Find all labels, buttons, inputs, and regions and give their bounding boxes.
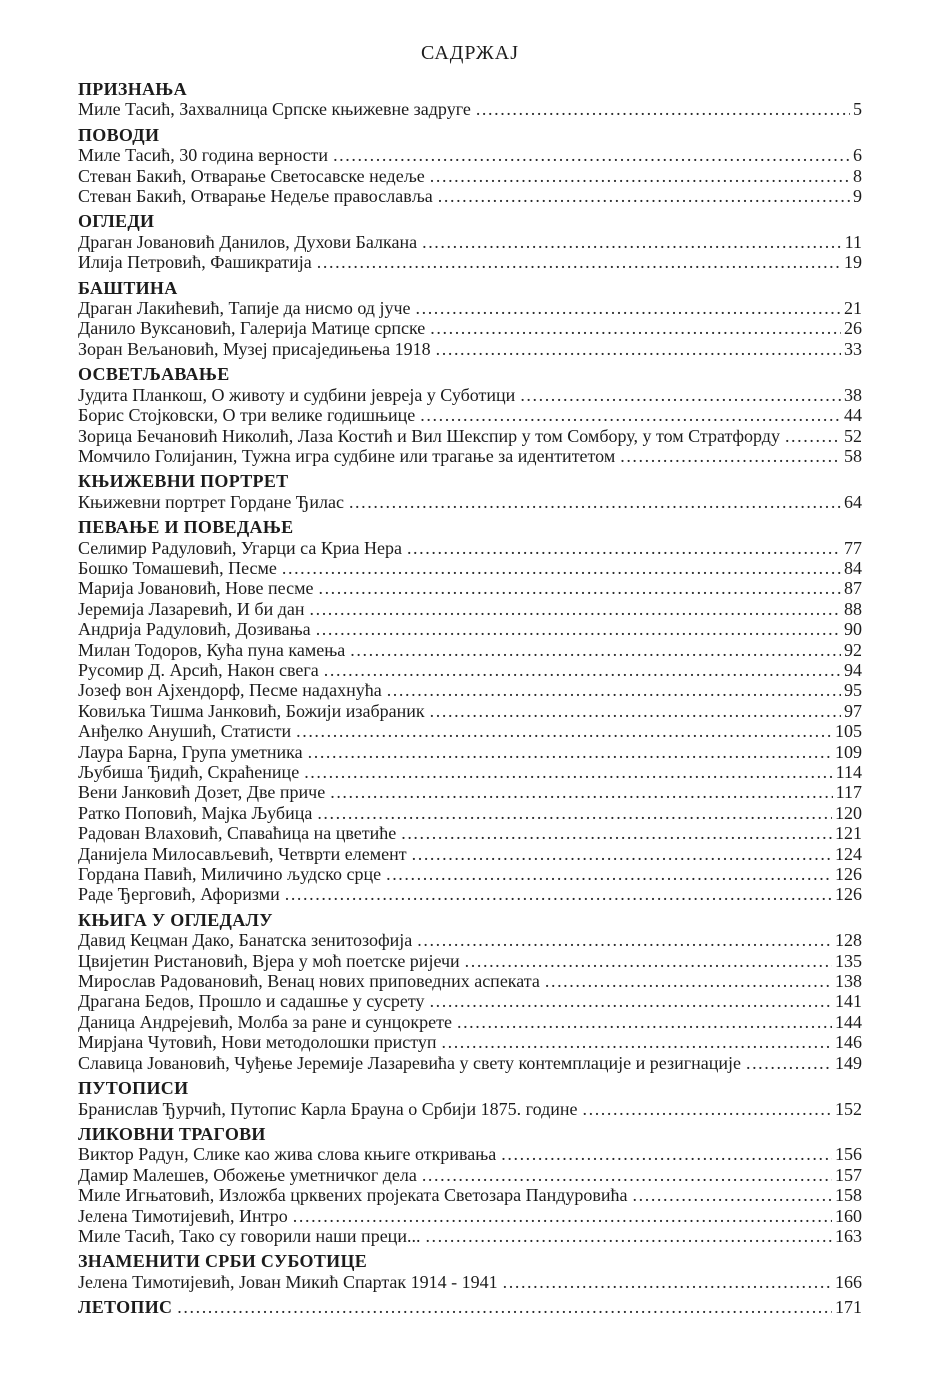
- entry-title: Драган Јовановић Данилов, Духови Балкана: [78, 231, 418, 252]
- entry-page-number: 120: [835, 802, 862, 823]
- entry-title: Стеван Бакић, Отварање Светосавске недеље: [78, 165, 425, 186]
- toc-entry: [78, 680, 862, 700]
- dot-leader: [476, 99, 850, 119]
- toc-entry: [78, 99, 862, 119]
- entry-title: Миле Игњатовић, Изложба црквених пројеката Светозара Пандуровића: [78, 1185, 628, 1206]
- toc-entry: [78, 844, 862, 864]
- section-entries: [78, 232, 862, 273]
- dot-leader: [430, 701, 841, 721]
- dot-leader: [317, 252, 841, 272]
- toc-entry: [78, 1185, 862, 1205]
- section-heading: ОГЛЕДИ: [78, 211, 155, 232]
- entry-page-number: 135: [835, 950, 862, 971]
- toc-section: [78, 364, 862, 466]
- toc-entry: [78, 1032, 862, 1052]
- entry-title: Мирослав Радовановић, Венац нових приповедних аспеката: [78, 971, 540, 992]
- entry-title: Радован Влаховић, Спаваћица на цветиће: [78, 823, 397, 844]
- entry-page-number: 58: [844, 445, 862, 466]
- dot-leader: [633, 1185, 832, 1205]
- toc-entry: [78, 951, 862, 971]
- entry-page-number: 94: [844, 659, 862, 680]
- section-heading-row: [78, 471, 862, 491]
- dot-leader: [330, 782, 832, 802]
- entry-title: Драган Лакићевић, Тапије да нисмо од јуче: [78, 298, 411, 319]
- section-heading-row: [78, 1078, 862, 1098]
- section-entries: [78, 1144, 862, 1246]
- dot-leader: [420, 405, 841, 425]
- entry-title: Гордана Павић, Миличино људско срце: [78, 864, 382, 885]
- entry-title: Русомир Д. Арсић, Након свега: [78, 659, 319, 680]
- dot-leader: [386, 864, 832, 884]
- dot-leader: [349, 492, 841, 512]
- entry-page-number: 157: [835, 1164, 862, 1185]
- toc-entry: [78, 339, 862, 359]
- section-entries: [78, 492, 862, 512]
- entry-title: Даница Андрејевић, Молба за ране и сунцокрете: [78, 1011, 452, 1032]
- section-heading-row: [78, 79, 862, 99]
- entry-page-number: 88: [844, 598, 862, 619]
- dot-leader: [425, 1226, 832, 1246]
- entry-title: Момчило Голијанин, Тужна игра судбине или трагање за идентитетом: [78, 445, 616, 466]
- section-heading-row: [78, 278, 862, 298]
- entry-page-number: 146: [835, 1032, 862, 1053]
- toc-entry: [78, 864, 862, 884]
- entry-title: Виктор Радун, Слике као жива слова књиге откривања: [78, 1144, 497, 1165]
- section-heading-row: [78, 1124, 862, 1144]
- dot-leader: [407, 538, 841, 558]
- entry-page-number: 163: [835, 1225, 862, 1246]
- toc-entry: [78, 145, 862, 165]
- toc-entry: [78, 1053, 862, 1073]
- dot-leader: [316, 619, 841, 639]
- entry-title: Данило Вуксановић, Галерија Матице српске: [78, 318, 426, 339]
- entry-page-number: 166: [835, 1271, 862, 1292]
- entry-page-number: 156: [835, 1144, 862, 1165]
- dot-leader: [501, 1144, 832, 1164]
- toc-entry: [78, 619, 862, 639]
- entry-page-number: 128: [835, 930, 862, 951]
- toc-section: [78, 211, 862, 272]
- entry-title: Славица Јовановић, Чуђење Јеремије Лазаревића у свету контемплације и резигнације: [78, 1052, 741, 1073]
- entry-title: Анђелко Анушић, Статисти: [78, 721, 292, 742]
- entry-title: Дамир Малешев, Обожење уметничког дела: [78, 1164, 417, 1185]
- entry-title: Ратко Поповић, Мајка Љубица: [78, 802, 313, 823]
- dot-leader: [308, 742, 832, 762]
- toc-section: [78, 910, 862, 1073]
- toc-entry: [78, 721, 862, 741]
- toc-section: [78, 125, 862, 207]
- section-heading: ПРИЗНАЊА: [78, 79, 187, 99]
- toc-entry: [78, 1226, 862, 1246]
- entry-page-number: 77: [844, 537, 862, 558]
- section-heading-row: [78, 1251, 862, 1271]
- toc-entry: [78, 660, 862, 680]
- entry-page-number: 8: [853, 165, 862, 186]
- toc-entry: [78, 492, 862, 512]
- entry-title: Данијела Милосављевић, Четврти елемент: [78, 843, 407, 864]
- toc-section: [78, 1297, 862, 1317]
- toc-entry: [78, 1099, 862, 1119]
- dot-leader: [177, 1297, 832, 1317]
- toc-entry: [78, 971, 862, 991]
- section-heading: БАШТИНА: [78, 277, 178, 298]
- entry-page-number: 141: [835, 991, 862, 1012]
- toc-entry: [78, 1165, 862, 1185]
- entry-title: Јудита Планкош, О животу и судбини јевреја у Суботици: [78, 384, 516, 405]
- entry-title: Вени Јанковић Дозет, Две приче: [78, 782, 326, 803]
- toc-section: [78, 1124, 862, 1246]
- entry-page-number: 52: [844, 425, 862, 446]
- toc-entry: [78, 232, 862, 252]
- toc-entry: [78, 558, 862, 578]
- section-heading-row: [78, 1297, 862, 1317]
- toc-entry: [78, 166, 862, 186]
- dot-leader: [503, 1272, 832, 1292]
- entry-page-number: 138: [835, 971, 862, 992]
- entry-page-number: 19: [844, 252, 862, 273]
- toc-entry: [78, 1206, 862, 1226]
- toc-entry: [78, 426, 862, 446]
- page-title: САДРЖАЈ: [421, 42, 519, 64]
- toc-entry: [78, 385, 862, 405]
- entry-title: Јозеф вон Ајхендорф, Песме надахнућа: [78, 680, 382, 701]
- dot-leader: [746, 1053, 832, 1073]
- entry-title: Миле Тасић, 30 година верности: [78, 145, 329, 166]
- entry-page-number: 158: [835, 1185, 862, 1206]
- dot-leader: [350, 640, 841, 660]
- dot-leader: [438, 186, 850, 206]
- entry-title: Стеван Бакић, Отварање Недеље православља: [78, 186, 433, 207]
- entry-title: Цвијетин Ристановић, Вјера у моћ поетске ријечи: [78, 950, 460, 971]
- section-heading: КЊИГА У ОГЛЕДАЛУ: [78, 909, 273, 930]
- entry-page-number: 92: [844, 639, 862, 660]
- section-entries: [78, 538, 862, 905]
- toc-section: [78, 517, 862, 905]
- entry-page-number: 97: [844, 700, 862, 721]
- entry-page-number: 11: [844, 231, 862, 252]
- section-heading: ЛИКОВНИ ТРАГОВИ: [78, 1123, 266, 1144]
- dot-leader: [296, 721, 832, 741]
- entry-page-number: 121: [835, 823, 862, 844]
- entry-page-number: 26: [844, 318, 862, 339]
- entry-title: Марија Јовановић, Нове песме: [78, 578, 314, 599]
- dot-leader: [520, 385, 841, 405]
- toc-entry: [78, 930, 862, 950]
- entry-title: Миле Тасић, Захвалница Српске књижевне задруге: [78, 99, 471, 120]
- entry-page-number: 6: [853, 145, 862, 166]
- entry-page-number: 9: [853, 186, 862, 207]
- dot-leader: [293, 1206, 832, 1226]
- section-heading-row: [78, 517, 862, 537]
- dot-leader: [457, 1012, 832, 1032]
- dot-leader: [324, 660, 841, 680]
- section-heading: ПУТОПИСИ: [78, 1078, 189, 1099]
- dot-leader: [465, 951, 832, 971]
- entry-page-number: 38: [844, 384, 862, 405]
- entry-page-number: 124: [835, 843, 862, 864]
- dot-leader: [436, 339, 841, 359]
- toc-entry: [78, 318, 862, 338]
- section-entries: [78, 385, 862, 467]
- section-heading-row: [78, 364, 862, 384]
- dot-leader: [430, 166, 850, 186]
- entry-title: Бошко Томашевић, Песме: [78, 557, 277, 578]
- entry-page-number: 64: [844, 491, 862, 512]
- entry-page-number: 90: [844, 619, 862, 640]
- dot-leader: [310, 599, 842, 619]
- toc-list: [78, 79, 862, 1318]
- toc-entry: [78, 405, 862, 425]
- entry-page-number: 114: [835, 762, 862, 782]
- toc-entry: [78, 298, 862, 318]
- toc-entry: [78, 578, 862, 598]
- entry-page-number: 44: [844, 405, 862, 426]
- entry-page-number: 33: [844, 338, 862, 359]
- entry-page-number: 160: [835, 1205, 862, 1226]
- entry-title: Милан Тодоров, Кућа пуна камења: [78, 639, 346, 660]
- entry-page-number: 5: [853, 99, 862, 120]
- section-heading: ПЕВАЊЕ И ПОВЕДАЊЕ: [78, 517, 294, 538]
- entry-page-number: 105: [835, 721, 862, 742]
- dot-leader: [333, 145, 850, 165]
- section-entries: [78, 1099, 862, 1119]
- dot-leader: [430, 991, 832, 1011]
- dot-leader: [430, 318, 841, 338]
- entry-title: Књижевни портрет Гордане Ђилас: [78, 491, 344, 512]
- toc-section: [78, 278, 862, 360]
- toc-entry: [78, 991, 862, 1011]
- entry-title: Љубиша Ђидић, Скраћенице: [78, 762, 300, 782]
- toc-entry: [78, 252, 862, 272]
- entry-title: Лаура Барна, Група уметника: [78, 741, 303, 762]
- dot-leader: [545, 971, 832, 991]
- dot-leader: [285, 884, 832, 904]
- entry-title: Мирјана Чутовић, Нови методолошки приступ: [78, 1032, 437, 1053]
- entry-page-number: 126: [835, 884, 862, 905]
- section-entries: [78, 298, 862, 359]
- section-heading-row: [78, 910, 862, 930]
- toc-entry: [78, 640, 862, 660]
- entry-title: Андрија Радуловић, Дозивања: [78, 619, 311, 640]
- entry-page-number: 152: [835, 1098, 862, 1119]
- section-heading: ЗНАМЕНИТИ СРБИ СУБОТИЦЕ: [78, 1251, 368, 1272]
- dot-leader: [785, 426, 841, 446]
- entry-page-number: 117: [835, 782, 862, 803]
- entry-title: Раде Ђерговић, Афоризми: [78, 884, 280, 905]
- entry-title: Јеремија Лазаревић, И би дан: [78, 598, 305, 619]
- dot-leader: [422, 232, 842, 252]
- toc-entry: [78, 599, 862, 619]
- entry-page-number: 95: [844, 680, 862, 701]
- toc-section: [78, 79, 862, 120]
- toc-entry: [78, 782, 862, 802]
- entry-title: Борис Стојковски, О три велике годишњице: [78, 405, 416, 426]
- entry-page-number: 87: [844, 578, 862, 599]
- section-heading: КЊИЖЕВНИ ПОРТРЕТ: [78, 471, 289, 492]
- entry-title: Миле Тасић, Тако су говорили наши преци...: [78, 1225, 421, 1246]
- entry-page-number: 21: [844, 298, 862, 319]
- entry-page-number: 144: [835, 1011, 862, 1032]
- entry-page-number: 109: [835, 741, 862, 762]
- dot-leader: [318, 578, 841, 598]
- toc-entry: [78, 446, 862, 466]
- toc-section: [78, 1078, 862, 1119]
- entry-page-number: 126: [835, 864, 862, 885]
- dot-leader: [583, 1099, 833, 1119]
- dot-leader: [317, 803, 832, 823]
- toc-entry: [78, 1272, 862, 1292]
- dot-leader: [422, 1165, 832, 1185]
- entry-title: Илија Петровић, Фашикратија: [78, 252, 312, 273]
- dot-leader: [282, 558, 841, 578]
- dot-leader: [401, 823, 832, 843]
- entry-title: Давид Кецман Дако, Банатска зенитозофија: [78, 930, 413, 951]
- entry-title: Ковиљка Тишма Јанковић, Божији изабраник: [78, 700, 425, 721]
- entry-title: Јелена Тимотијевић, Интро: [78, 1205, 288, 1226]
- toc-section: [78, 1251, 862, 1292]
- entry-title: Драгана Бедов, Прошло и садашње у сусрету: [78, 991, 425, 1012]
- toc-section: [78, 471, 862, 512]
- section-entries: [78, 99, 862, 119]
- toc-entry: [78, 1012, 862, 1032]
- entry-page-number: 84: [844, 557, 862, 578]
- section-heading: ЛЕТОПИС: [78, 1297, 173, 1318]
- toc-entry: [78, 701, 862, 721]
- dot-leader: [412, 844, 832, 864]
- entry-title: Јелена Тимотијевић, Јован Микић Спартак 1914 - 1941: [78, 1271, 498, 1292]
- entry-page-number: 149: [835, 1052, 862, 1073]
- dot-leader: [416, 298, 842, 318]
- toc-entry: [78, 762, 862, 782]
- toc-entry: [78, 186, 862, 206]
- entry-title: Селимир Радуловић, Угарци са Криа Нера: [78, 537, 402, 558]
- section-heading: ОСВЕТЉАВАЊЕ: [78, 364, 230, 385]
- entry-title: Зорица Бечановић Николић, Лаза Костић и Вил Шекспир у том Сомбору, у том Стратфорду: [78, 425, 780, 446]
- section-heading-row: [78, 211, 862, 231]
- dot-leader: [304, 762, 832, 782]
- toc-entry: [78, 742, 862, 762]
- section-entries: [78, 1272, 862, 1292]
- section-heading-row: [78, 125, 862, 145]
- dot-leader: [387, 680, 841, 700]
- toc-entry: [78, 1144, 862, 1164]
- toc-entry: [78, 823, 862, 843]
- dot-leader: [417, 930, 832, 950]
- dot-leader: [442, 1032, 833, 1052]
- toc-entry: [78, 884, 862, 904]
- entry-title: Зоран Вељановић, Музеј присаједињења 1918: [78, 338, 431, 359]
- toc-entry: [78, 803, 862, 823]
- section-page-number: 171: [835, 1297, 862, 1318]
- section-entries: [78, 930, 862, 1073]
- entry-title: Бранислав Ђурчић, Путопис Карла Брауна о Србији 1875. године: [78, 1098, 578, 1119]
- section-entries: [78, 145, 862, 206]
- section-heading: ПОВОДИ: [78, 124, 160, 145]
- dot-leader: [620, 446, 841, 466]
- toc-entry: [78, 538, 862, 558]
